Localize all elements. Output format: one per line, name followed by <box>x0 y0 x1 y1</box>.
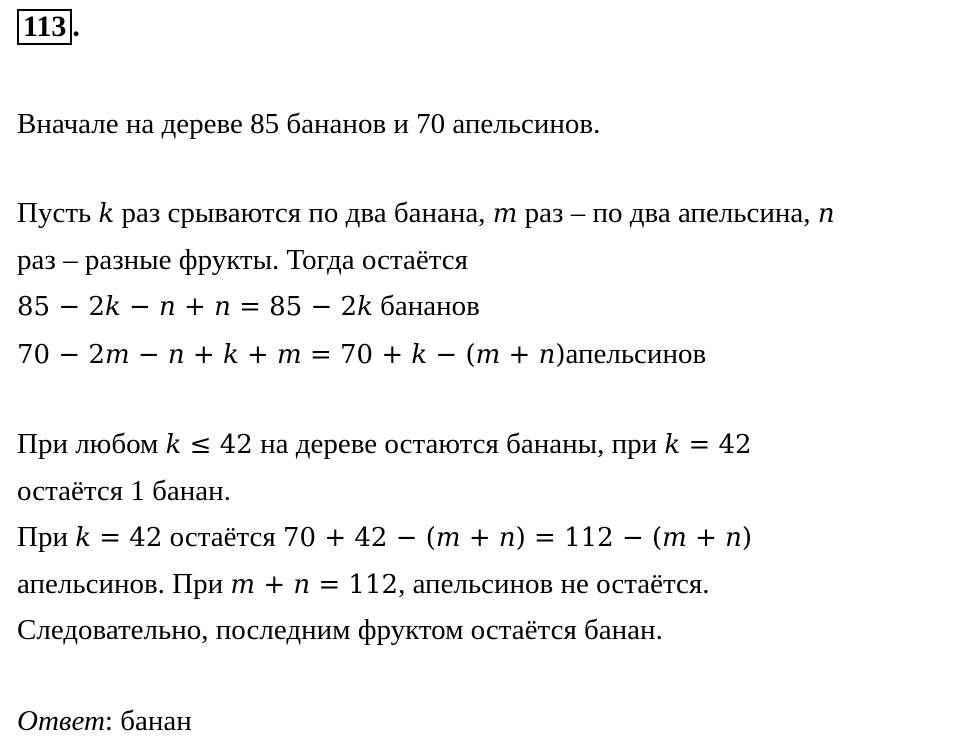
text-line-k-42 <box>17 519 752 556</box>
formula-oranges <box>17 336 706 373</box>
math-expression: 𝑘 = 42 <box>75 523 163 553</box>
answer-value: банан <box>120 705 192 737</box>
math-variable-n: n <box>817 199 835 229</box>
text-line-one-banana: остаётся 1 банан. <box>17 475 231 507</box>
text-fragment: бананов <box>372 290 480 322</box>
text-fragment: на дереве остаются бананы, при <box>252 428 665 460</box>
math-expression: 𝑘 ≤ 42 <box>165 430 253 460</box>
math-variable-k: k <box>98 199 115 229</box>
text-fragment: апельсинов. При <box>17 568 231 600</box>
answer-line <box>17 703 192 739</box>
problem-number <box>17 9 80 45</box>
text-fragment: раз – по два апельсина, <box>517 197 818 229</box>
math-expression: 85 − 2𝑘 − 𝑛 + 𝑛 = 85 − 2𝑘 <box>17 292 373 322</box>
text-line-any-k <box>17 426 752 463</box>
math-expression: 70 + 42 − (𝑚 + 𝑛) = 112 − (𝑚 + 𝑛) <box>282 523 753 553</box>
math-expression: 𝑚 + 𝑛 = 112 <box>230 570 399 600</box>
text-line-conclusion: Следовательно, последним фруктом остаётся банан. <box>17 614 663 646</box>
answer-label: Ответ <box>17 705 105 737</box>
text-fragment: При <box>17 521 76 553</box>
text-line-initial-state: Вначале на дереве 85 бананов и 70 апельсинов. <box>17 108 601 140</box>
text-fragment: остаётся <box>162 521 283 553</box>
answer-colon: : <box>104 705 121 737</box>
text-fragment: апельсинов <box>565 338 707 370</box>
text-fragment: раз срываются по два банана, <box>114 197 493 229</box>
math-variable-m: m <box>492 199 518 229</box>
math-expression: 𝑘 = 42 <box>664 430 752 460</box>
formula-bananas <box>17 288 480 325</box>
text-line-no-oranges <box>17 566 710 603</box>
math-expression: 70 − 2𝑚 − 𝑛 + 𝑘 + 𝑚 = 70 + 𝑘 − (𝑚 + 𝑛) <box>17 340 566 370</box>
text-line-let <box>17 195 835 232</box>
text-line-remaining: раз – разные фрукты. Тогда остаётся <box>17 244 469 276</box>
text-fragment: При любом <box>17 428 166 460</box>
text-fragment: , апельсинов не остаётся. <box>398 568 710 600</box>
text-fragment: Пусть <box>17 197 99 229</box>
problem-number-box: 113 <box>17 9 72 45</box>
problem-number-suffix: . <box>72 10 80 43</box>
